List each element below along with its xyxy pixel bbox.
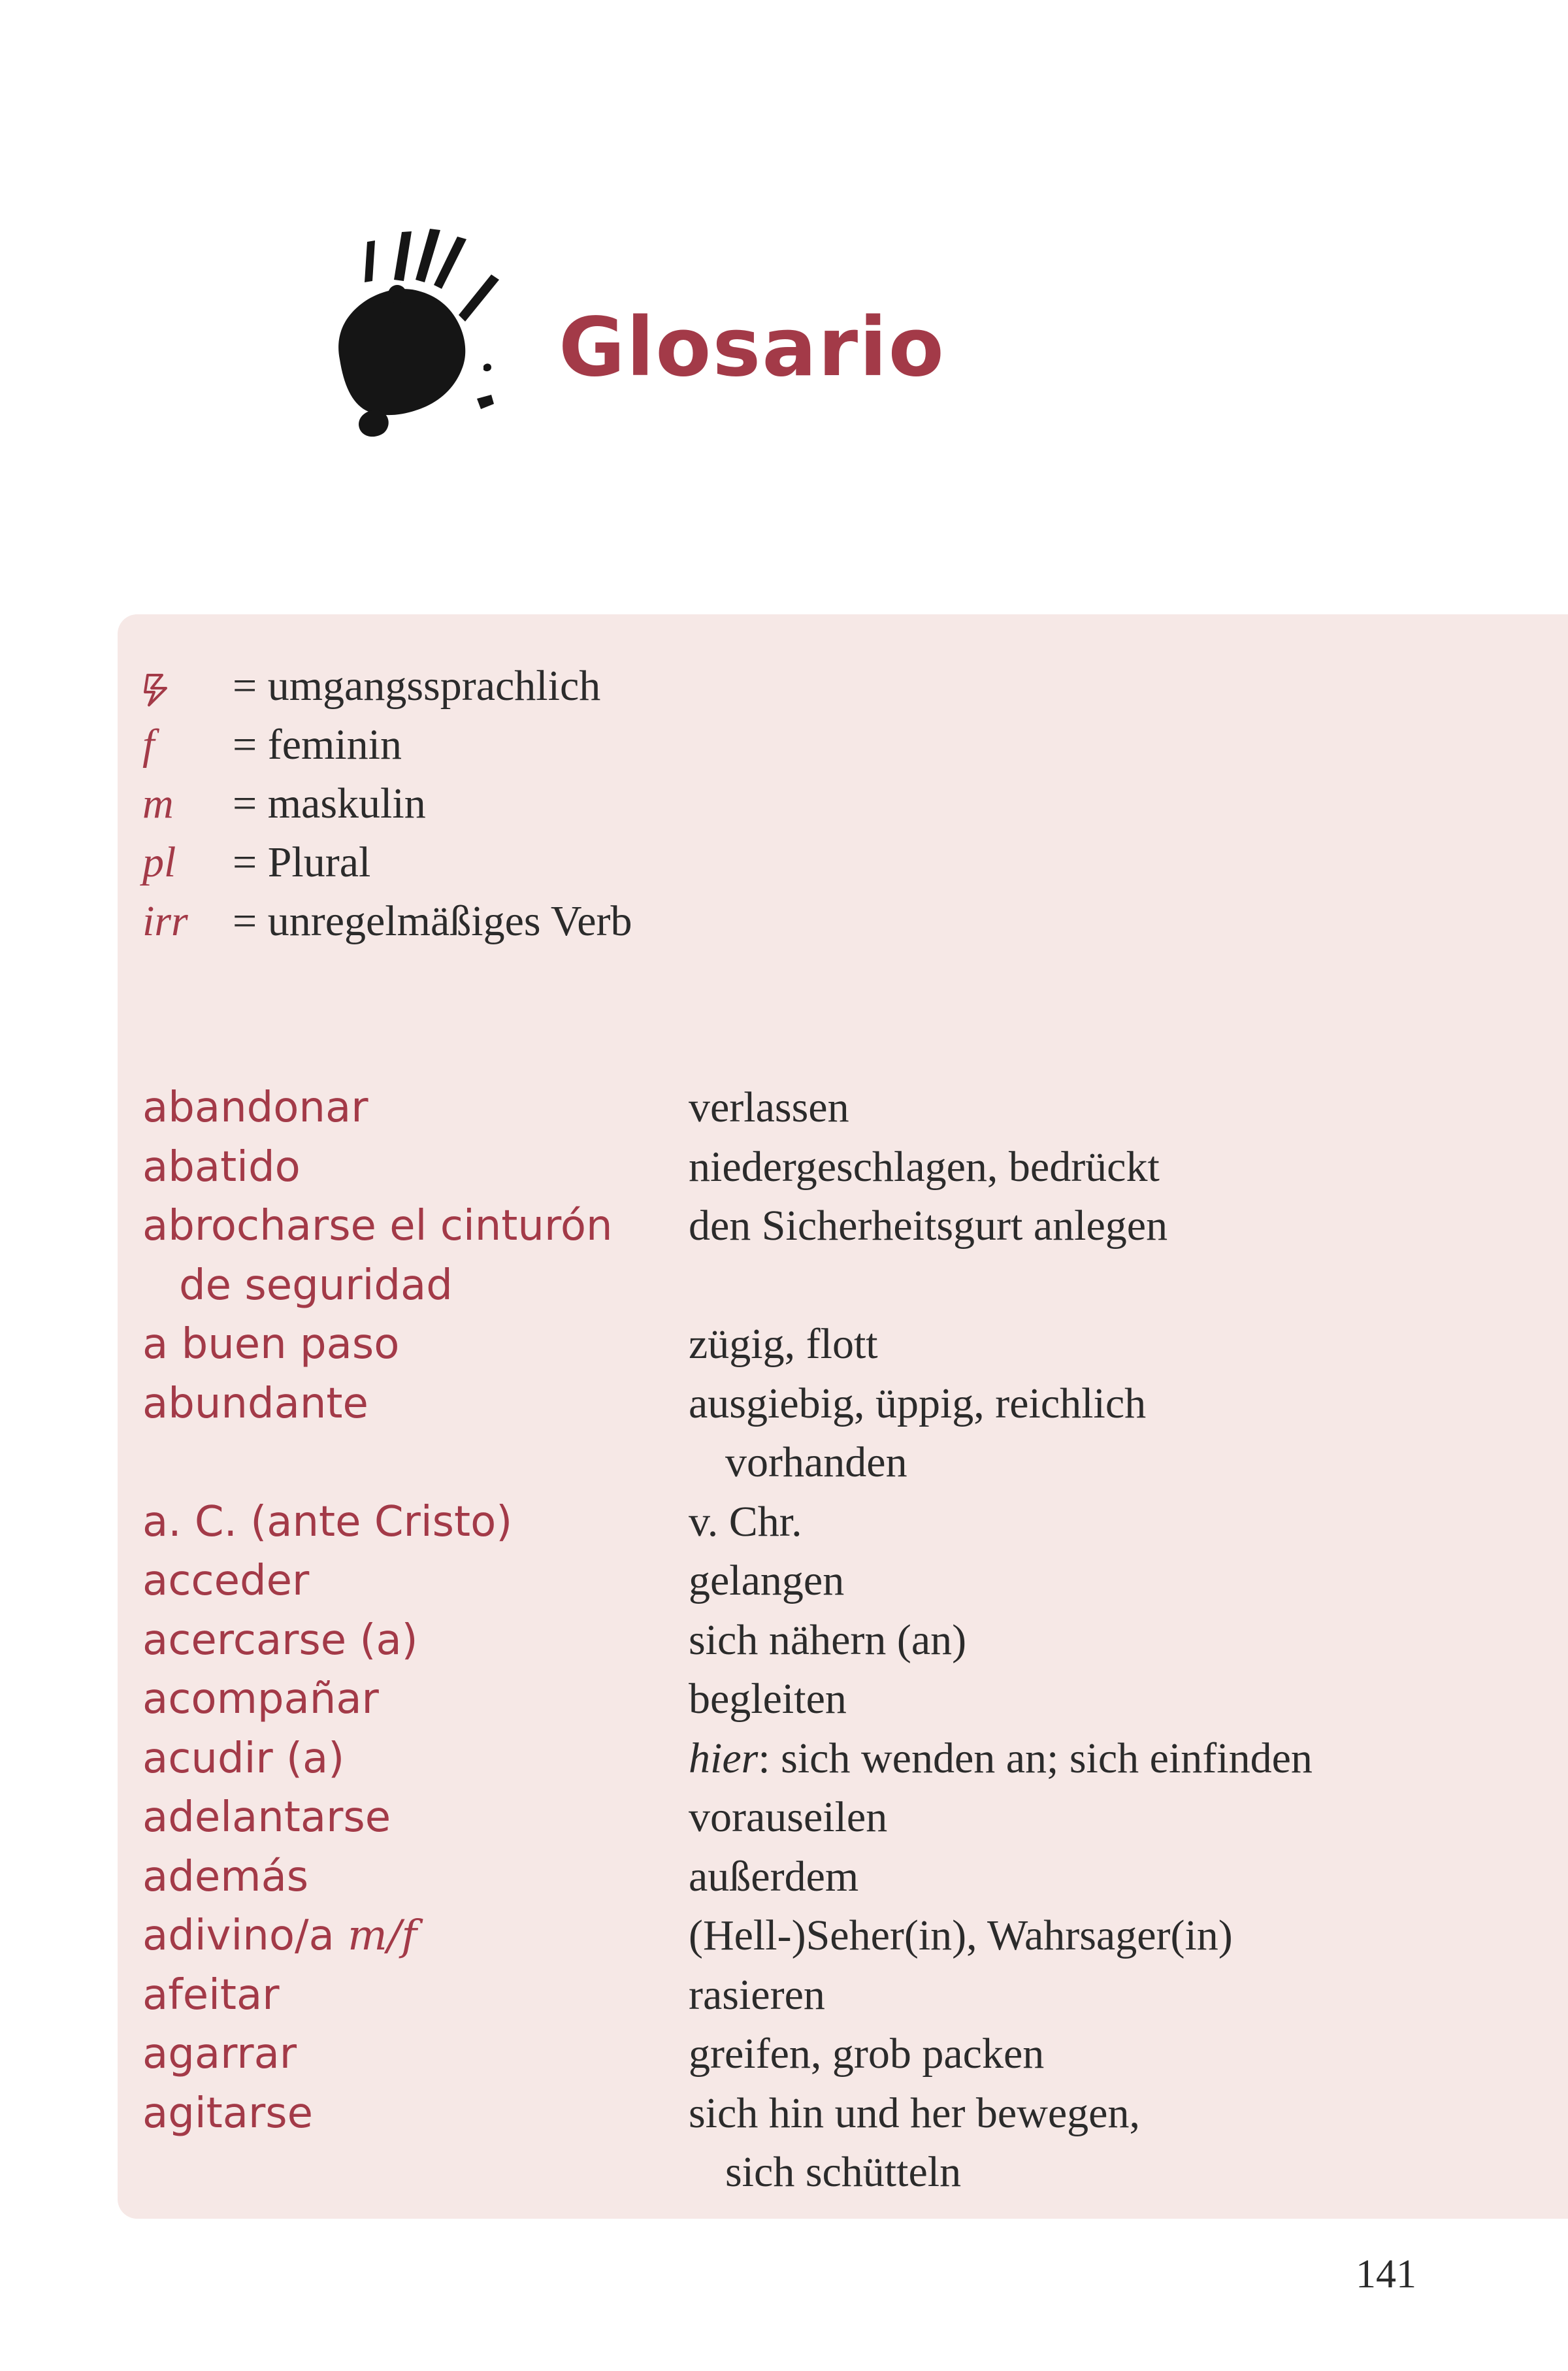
german-translation-text: greifen, grob packen: [689, 2030, 1045, 2078]
spanish-term: [142, 1551, 678, 1611]
legend-abbr: irr: [142, 897, 188, 945]
spanish-term-text: abandonar: [142, 1084, 368, 1132]
legend-abbr: [142, 657, 227, 716]
german-translation-text: vorhanden: [725, 1438, 907, 1486]
legend-abbr: f: [142, 721, 155, 769]
spanish-term: [142, 1611, 678, 1670]
spanish-term-line: [142, 1078, 678, 1138]
page-title: Glosario: [559, 301, 945, 395]
german-translation: [689, 1374, 1538, 1493]
legend-text: = maskulin: [233, 780, 426, 827]
german-translation-line: [689, 1078, 1538, 1138]
spanish-term-line: [142, 1197, 678, 1256]
spanish-term-line: [142, 1670, 678, 1729]
german-translation-text: v. Chr.: [689, 1497, 802, 1546]
german-translation: [689, 1670, 1538, 1729]
spanish-term-text: acudir (a): [142, 1734, 345, 1783]
german-translation-text: gelangen: [689, 1557, 845, 1604]
german-translation-line: [689, 1848, 1538, 1907]
lightning-bolt-icon: [142, 672, 172, 708]
spanish-term-text: de seguridad: [179, 1261, 453, 1310]
german-translation: [689, 2025, 1538, 2084]
spanish-term: [142, 2025, 678, 2084]
german-translation: [689, 1551, 1538, 1611]
german-translation-line: [689, 1729, 1538, 1789]
spanish-term-line: [142, 1493, 678, 1552]
legend-text: = Plural: [233, 838, 371, 886]
spanish-term: [142, 1197, 678, 1315]
german-translation-line: [689, 1611, 1538, 1670]
german-translation: [689, 1138, 1538, 1197]
german-translation-line: [689, 1788, 1538, 1848]
legend-text: = umgangssprachlich: [233, 662, 601, 710]
german-translation-line: [689, 2143, 1538, 2202]
german-translation-line: [689, 2084, 1538, 2144]
spanish-term-text: acceder: [142, 1557, 310, 1605]
german-translation-text: rasieren: [689, 1970, 825, 2019]
german-translation: [689, 1493, 1538, 1552]
spanish-term: [142, 1493, 678, 1552]
legend-abbr: pl: [142, 838, 176, 886]
page-number: 141: [1356, 2252, 1416, 2296]
german-translation-text: ausgiebig, üppig, reichlich: [689, 1379, 1147, 1427]
legend-text: = feminin: [233, 721, 402, 769]
spanish-term-text: adivino/a: [142, 1912, 335, 1960]
german-translation-text: : sich wenden an; sich einfinden: [758, 1734, 1313, 1782]
spanish-term-text: agitarse: [142, 2089, 313, 2138]
spanish-term: [142, 1966, 678, 2025]
spanish-term: [142, 1788, 678, 1848]
spanish-term: [142, 1906, 678, 1966]
german-translation-text: zügig, flott: [689, 1320, 878, 1368]
spanish-term-line: [142, 1256, 678, 1316]
spanish-term: [142, 1374, 678, 1434]
spanish-term-line: [142, 1315, 678, 1374]
usage-note: hier: [689, 1734, 759, 1782]
german-translation-line: [689, 1315, 1538, 1374]
spanish-term: [142, 1848, 678, 1907]
handprint-icon: [320, 203, 568, 451]
german-translation-text: verlassen: [689, 1084, 849, 1131]
german-translation: [689, 1197, 1538, 1256]
german-translation-line: [689, 1493, 1538, 1552]
german-translation-line: [689, 1551, 1538, 1611]
german-translation-line: [689, 1374, 1538, 1434]
german-translation-line: [689, 1433, 1538, 1493]
german-translation-text: niedergeschlagen, bedrückt: [689, 1142, 1160, 1191]
spanish-term-text: a. C. (ante Cristo): [142, 1497, 513, 1546]
spanish-term-text: abrocharse el cinturón: [142, 1202, 613, 1250]
german-translation: [689, 2084, 1538, 2202]
spanish-term: [142, 1138, 678, 1197]
spanish-term-text: abundante: [142, 1379, 368, 1428]
spanish-term-text: a buen paso: [142, 1320, 400, 1368]
legend-abbr: m: [142, 780, 174, 827]
spanish-term-line: [142, 2025, 678, 2084]
german-translation: [689, 1729, 1538, 1789]
spanish-term-line: [142, 1138, 678, 1197]
german-translation-text: (Hell-)Seher(in), Wahrsager(in): [689, 1912, 1233, 1959]
spanish-term-text: abatido: [142, 1142, 301, 1191]
spanish-term-text: acompañar: [142, 1675, 379, 1723]
german-translation-text: den Sicherheitsgurt anlegen: [689, 1202, 1168, 1250]
german-translation-line: [689, 1670, 1538, 1729]
german-translation-text: vorauseilen: [689, 1793, 888, 1841]
german-translation-text: sich hin und her bewegen,: [689, 2089, 1140, 2137]
spanish-term: [142, 1078, 678, 1138]
spanish-term: [142, 2084, 678, 2144]
spanish-term-line: [142, 2084, 678, 2144]
german-translation: [689, 1611, 1538, 1670]
legend-text: = unregelmäßiges Verb: [233, 897, 632, 945]
german-translation: [689, 1848, 1538, 1907]
german-translation-line: [689, 1906, 1538, 1966]
spanish-term-line: [142, 1906, 678, 1966]
spanish-term: [142, 1729, 678, 1789]
german-translation: [689, 1788, 1538, 1848]
spanish-term-text: acercarse (a): [142, 1616, 418, 1665]
german-translation: [689, 1315, 1538, 1374]
german-translation-line: [689, 1966, 1538, 2025]
spanish-term-text: además: [142, 1852, 309, 1901]
gender-marker: m/f: [334, 1912, 417, 1960]
spanish-term-line: [142, 1374, 678, 1434]
german-translation: [689, 1906, 1538, 1966]
german-translation-line: [689, 2025, 1538, 2084]
spanish-term-line: [142, 1551, 678, 1611]
spanish-term-line: [142, 1788, 678, 1848]
spanish-term-line: [142, 1848, 678, 1907]
german-translation: [689, 1966, 1538, 2025]
spanish-term-line: [142, 1966, 678, 2025]
german-translation: [689, 1078, 1538, 1138]
german-translation-text: außerdem: [689, 1852, 859, 1900]
spanish-term: [142, 1670, 678, 1729]
german-translation-line: [689, 1197, 1538, 1256]
spanish-term-line: [142, 1611, 678, 1670]
spanish-term-line: [142, 1729, 678, 1789]
spanish-term-text: adelantarse: [142, 1793, 391, 1842]
spanish-term: [142, 1315, 678, 1374]
german-translation-text: begleiten: [689, 1675, 847, 1723]
german-translation-text: sich schütteln: [725, 2148, 962, 2196]
spanish-term-text: agarrar: [142, 2030, 297, 2078]
german-translation-line: [689, 1138, 1538, 1197]
spanish-term-text: afeitar: [142, 1970, 280, 2019]
german-translation-text: sich nähern (an): [689, 1616, 967, 1664]
